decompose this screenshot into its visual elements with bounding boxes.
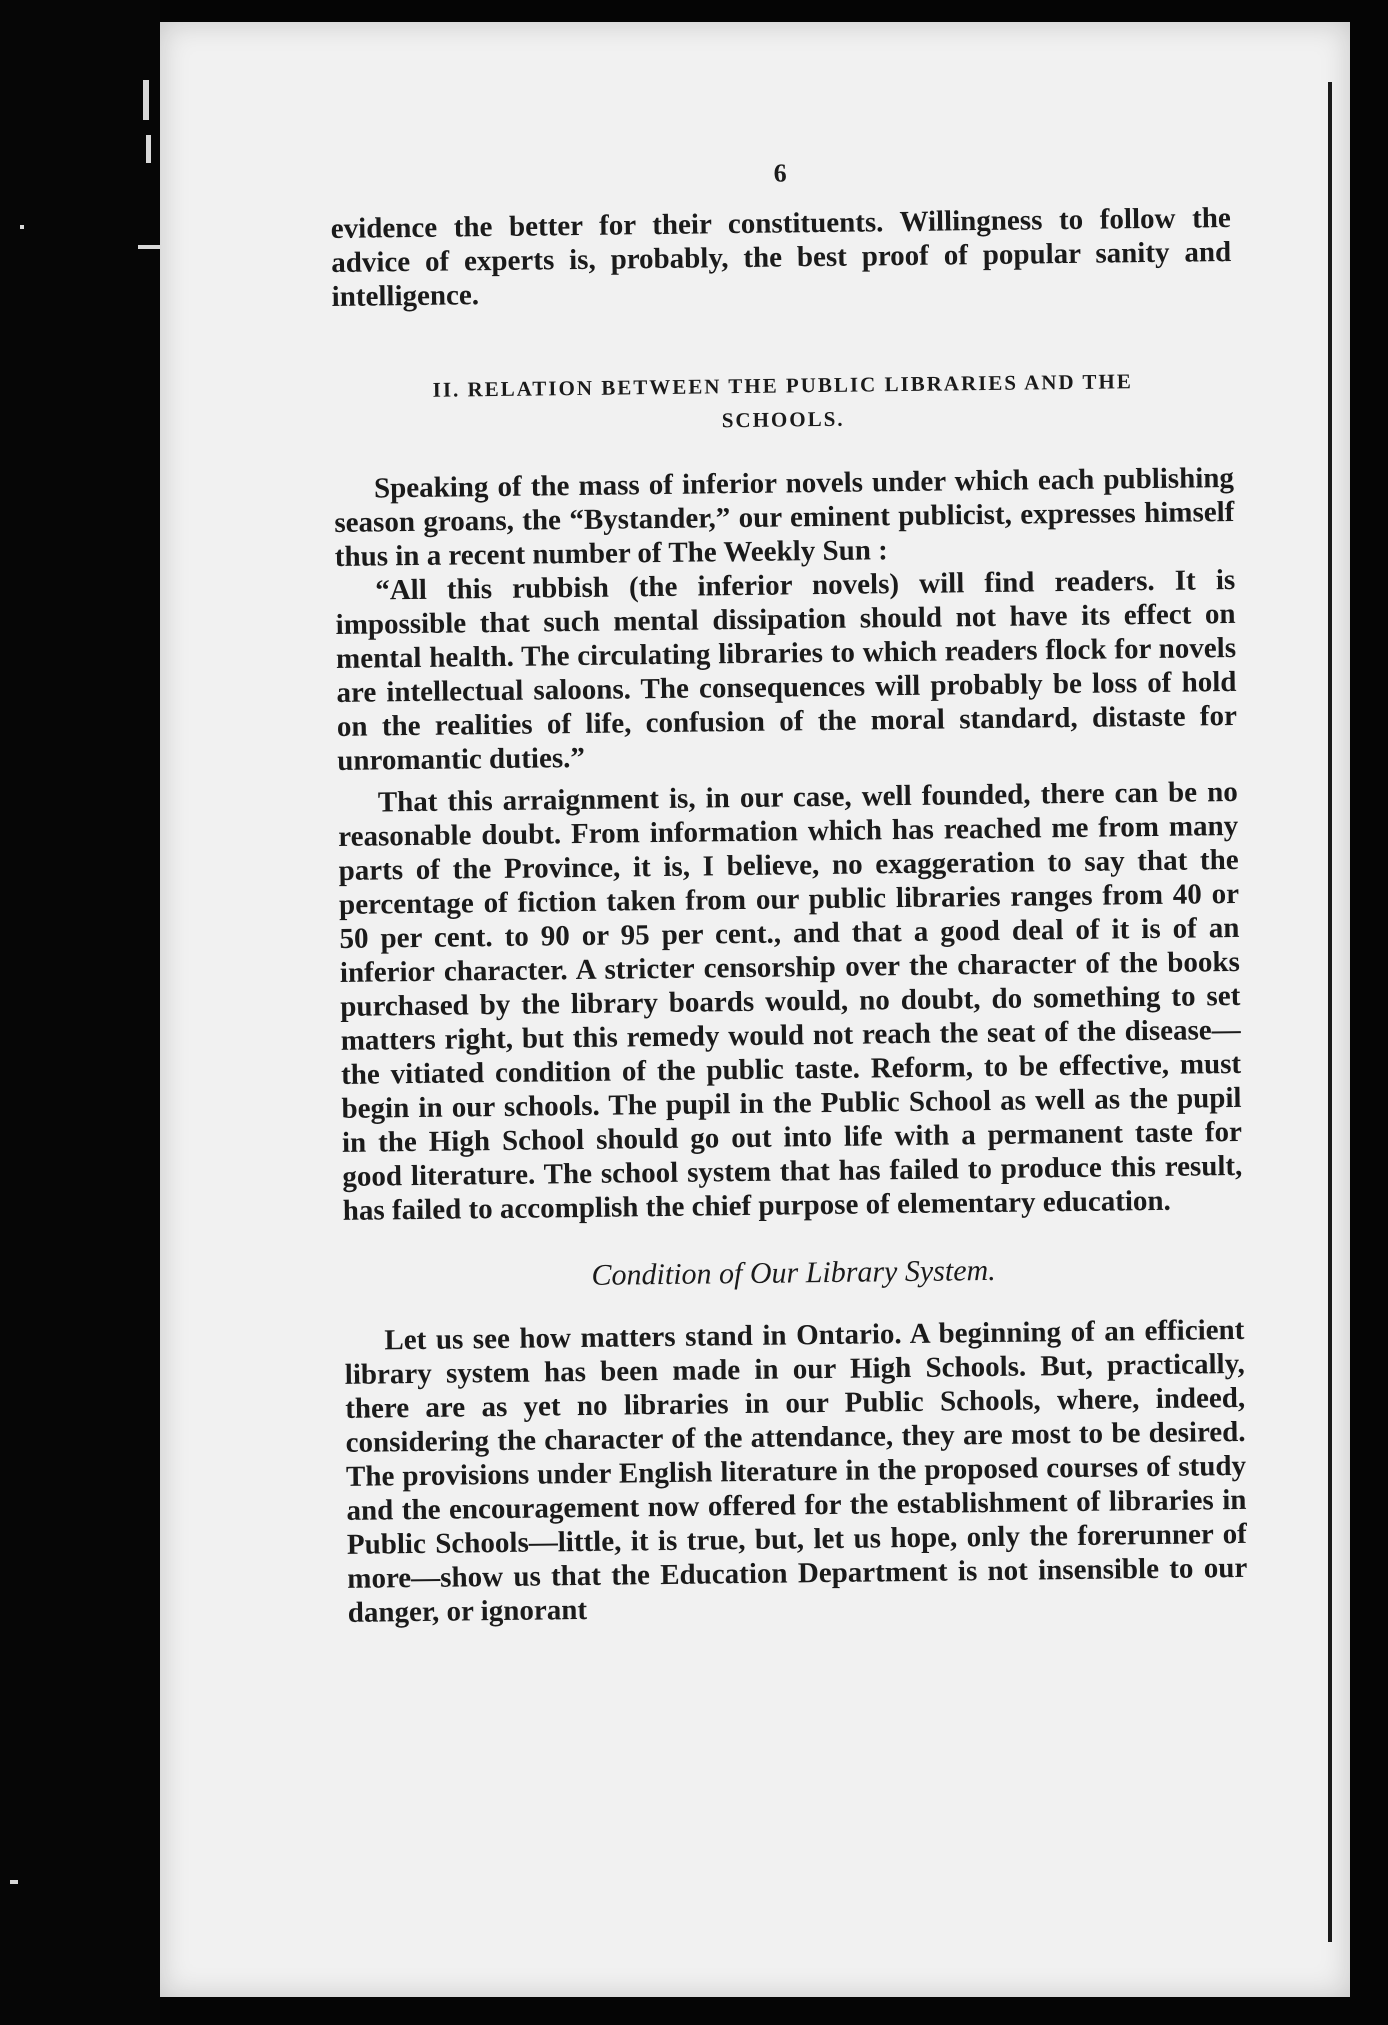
page-number: 6 bbox=[773, 158, 787, 188]
paragraph-arraignment: That this arraignment is, in our case, well founded, there can be no reasonable doubt. From information which has reached me from many parts of the Province, it is, I believe, no exaggeration to say that the percentage of fiction taken from our public libraries ranges from 40 or 50 per cent. to 90 or 95 per cent., and that a good deal of it is of an inferior character. A stricter censorship over the character of the books purchased by the library boards would, no doubt, do something to set matters right, but this remedy would not reach the seat of the disease—the vitiated condition of the public taste. Reform, to be effective, must begin in our schools. The pupil in the Public School as well as the pupil in the High School should go out into life with a permanent taste for good literature. The school system that has failed to produce this result, has failed to accomplish the chief purpose of elementary education. bbox=[338, 775, 1243, 1227]
edge-mark bbox=[146, 135, 151, 163]
edge-mark bbox=[10, 1880, 18, 1884]
edge-mark bbox=[20, 225, 24, 229]
page-text bbox=[330, 151, 1248, 1630]
edge-mark bbox=[143, 80, 149, 120]
section-heading: II. RELATION BETWEEN THE PUBLIC LIBRARIES AND THE SCHOOLS. bbox=[432, 369, 1133, 433]
block-quote: “All this rubbish (the inferior novels) will find readers. It is impossible that such mental dissipation should not have its effect on mental health. The circulating libraries to which readers flock for novels are intellectual saloons. The consequences will probably be loss of hold on the realities of life, confusion of the moral standard, distaste for unromantic duties.” bbox=[335, 563, 1238, 777]
paragraph-continuation: evidence the better for their constituents. Willingness to follow the advice of experts is, probably, the best proof of popular sanity and intelligence. bbox=[330, 202, 1232, 313]
scanned-page bbox=[160, 22, 1350, 1997]
scanner-dark-margin bbox=[0, 0, 160, 2025]
subsection-heading: Condition of Our Library System. bbox=[591, 1253, 996, 1292]
paragraph-bystander: Speaking of the mass of inferior novels under which each publishing season groans, the “Bystander,” our eminent publicist, expresses himself thus in a recent number of The Weekly Sun : bbox=[334, 461, 1235, 573]
paragraph-ontario: Let us see how matters stand in Ontario. A beginning of an efficient library system has been made in our High Schools. But, practically, there are as yet no libraries in our Public Schools, where, indeed, considering the character of the attendance, they are most to be desired. The provisions under English literature in the proposed courses of study and the encouragement now offered for the establishment of libraries in Public Schools—little, it is true, but, let us hope, only the forerunner of more—show us that the Education Department is not insensible to our danger, or ignorant bbox=[344, 1313, 1248, 1629]
edge-mark bbox=[138, 245, 162, 249]
